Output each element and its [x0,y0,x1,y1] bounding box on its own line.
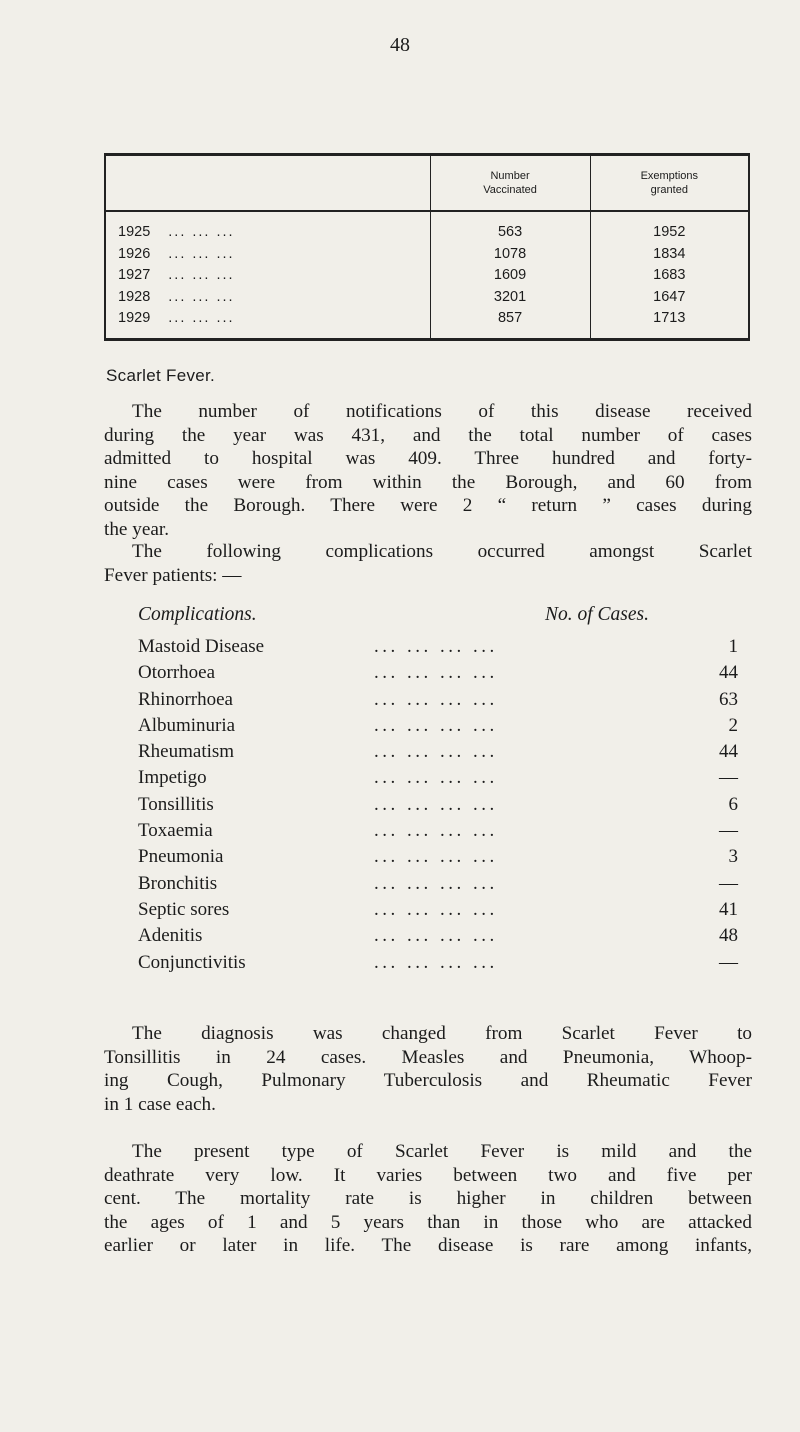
leader-dots: ... ... ... ... [374,714,498,736]
year-cell [105,211,430,244]
vaccinated-cell: 857 [430,308,590,339]
complication-name: Toxaemia [138,820,213,842]
paragraph-complications-intro [104,540,752,587]
page-number: 48 [390,34,410,56]
text-line: The number of notifications of this disease received [132,401,752,422]
list-item [138,739,738,765]
complication-name: Impetigo [138,767,207,789]
leader-dots: ... ... ... ... [374,662,498,684]
text-line: during the year was 431, and the total number of cases [104,424,752,446]
table-row [105,308,749,339]
complications-list [138,634,738,976]
case-count: 1 [728,636,738,657]
leader-dots: ... ... ... [168,245,235,262]
complications-column-label: Complications. [138,604,257,625]
list-item [138,844,738,870]
table-row [105,244,749,266]
list-item [138,897,738,923]
leader-dots: ... ... ... ... [374,767,498,789]
exemptions-cell: 1683 [590,265,749,287]
complication-name: Adenitis [138,925,203,947]
header-line: Number [490,170,530,182]
year-cell [105,308,430,339]
leader-dots: ... ... ... [168,310,235,326]
header-line: Vaccinated [483,184,537,196]
year-cell [105,265,430,287]
text-line: outside the Borough. There were 2 “ return ” cases during [104,495,752,516]
exemptions-cell: 1647 [590,287,749,309]
text-line: the ages of 1 and 5 years than in those who are attacked [104,1211,752,1233]
case-count: — [719,767,738,789]
text-line: deathrate very low. It varies between two and five per [104,1164,752,1186]
vaccinated-cell: 3201 [430,287,590,309]
text-line: admitted to hospital was 409. Three hundred and forty- [104,448,752,469]
list-item [138,923,738,949]
year-cell [105,287,430,309]
case-count: 6 [728,793,738,815]
case-count: 3 [728,846,738,868]
year-value: 1925 [118,224,151,240]
leader-dots: ... ... ... ... [374,793,498,815]
text-line: nine cases were from within the Borough, and 60 from [104,471,752,493]
list-item [138,765,738,791]
table-row [105,265,749,287]
year-cell [105,244,430,266]
vaccinated-cell: 1609 [430,265,590,287]
vaccination-table [104,153,750,341]
year-value: 1927 [118,267,151,283]
complication-name: Conjunctivitis [138,951,246,973]
list-item [138,634,738,660]
section-heading: Scarlet Fever. [106,366,216,385]
text-line: The following complications occurred amongst Scarlet [132,541,752,562]
case-count: 2 [728,714,738,736]
case-count: — [719,872,738,894]
leader-dots: ... ... ... ... [374,951,498,973]
year-value: 1926 [118,245,151,262]
text-line: cent. The mortality rate is higher in children between [104,1188,752,1209]
exemptions-cell: 1713 [590,308,749,339]
complication-name: Pneumonia [138,846,224,868]
table-header-row [105,155,749,212]
leader-dots: ... ... ... ... [374,872,498,894]
complication-name: Tonsillitis [138,793,214,815]
table-row [105,211,749,244]
leader-dots: ... ... ... ... [374,688,498,710]
complication-name: Otorrhoea [138,662,216,684]
leader-dots: ... ... ... ... [374,820,498,842]
complications-header [138,604,758,626]
case-count: 44 [719,741,738,763]
paragraph-diagnosis [104,1022,752,1116]
year-value: 1928 [118,288,151,305]
year-column-header [105,155,430,212]
text-line: in 1 case each. [104,1093,216,1115]
list-item [138,818,738,844]
list-item [138,950,738,976]
header-line: Exemptions [640,170,699,182]
leader-dots: ... ... ... ... [374,898,498,920]
leader-dots: ... ... ... ... [374,741,498,763]
text-line: The present type of Scarlet Fever is mild and the [132,1141,752,1162]
case-count: — [719,820,738,842]
leader-dots: ... ... ... [168,288,235,305]
complication-name: Rheumatism [138,741,235,763]
leader-dots: ... ... ... [168,224,235,240]
leader-dots: ... ... ... ... [374,846,498,868]
leader-dots: ... ... ... ... [374,925,498,947]
complication-name: Bronchitis [138,872,218,894]
text-line: Fever patients: — [104,564,242,586]
list-item [138,687,738,713]
list-item [138,713,738,739]
year-value: 1929 [118,310,151,326]
number-vaccinated-header [430,155,590,212]
vaccinated-cell: 563 [430,211,590,244]
text-line: earlier or later in life. The disease is rare among infants, [104,1235,752,1256]
text-line: ing Cough, Pulmonary Tuberculosis and Rheumatic Fever [104,1070,752,1091]
table-row [105,287,749,309]
text-line: Tonsillitis in 24 cases. Measles and Pneumonia, Whoop- [104,1046,752,1068]
complication-name: Rhinorrhoea [138,688,233,710]
list-item [138,792,738,818]
leader-dots: ... ... ... [168,267,235,283]
case-count: 41 [719,898,738,920]
list-item [138,871,738,897]
case-count: 48 [719,925,738,947]
list-item [138,660,738,686]
paragraph-present-type [104,1140,752,1258]
case-count: 44 [719,662,738,684]
header-line: granted [650,184,688,196]
text-line: The diagnosis was changed from Scarlet Fever to [132,1023,752,1044]
exemptions-cell: 1834 [590,244,749,266]
text-line: the year. [104,518,169,540]
complication-name: Albuminuria [138,714,236,736]
exemptions-cell: 1952 [590,211,749,244]
exemptions-granted-header [590,155,749,212]
case-count: 63 [719,688,738,710]
vaccinated-cell: 1078 [430,244,590,266]
complication-name: Mastoid Disease [138,636,265,657]
cases-column-label: No. of Cases. [545,604,650,625]
case-count: — [719,951,738,973]
paragraph-notifications [104,400,752,541]
leader-dots: ... ... ... ... [374,636,498,657]
complication-name: Septic sores [138,898,230,920]
